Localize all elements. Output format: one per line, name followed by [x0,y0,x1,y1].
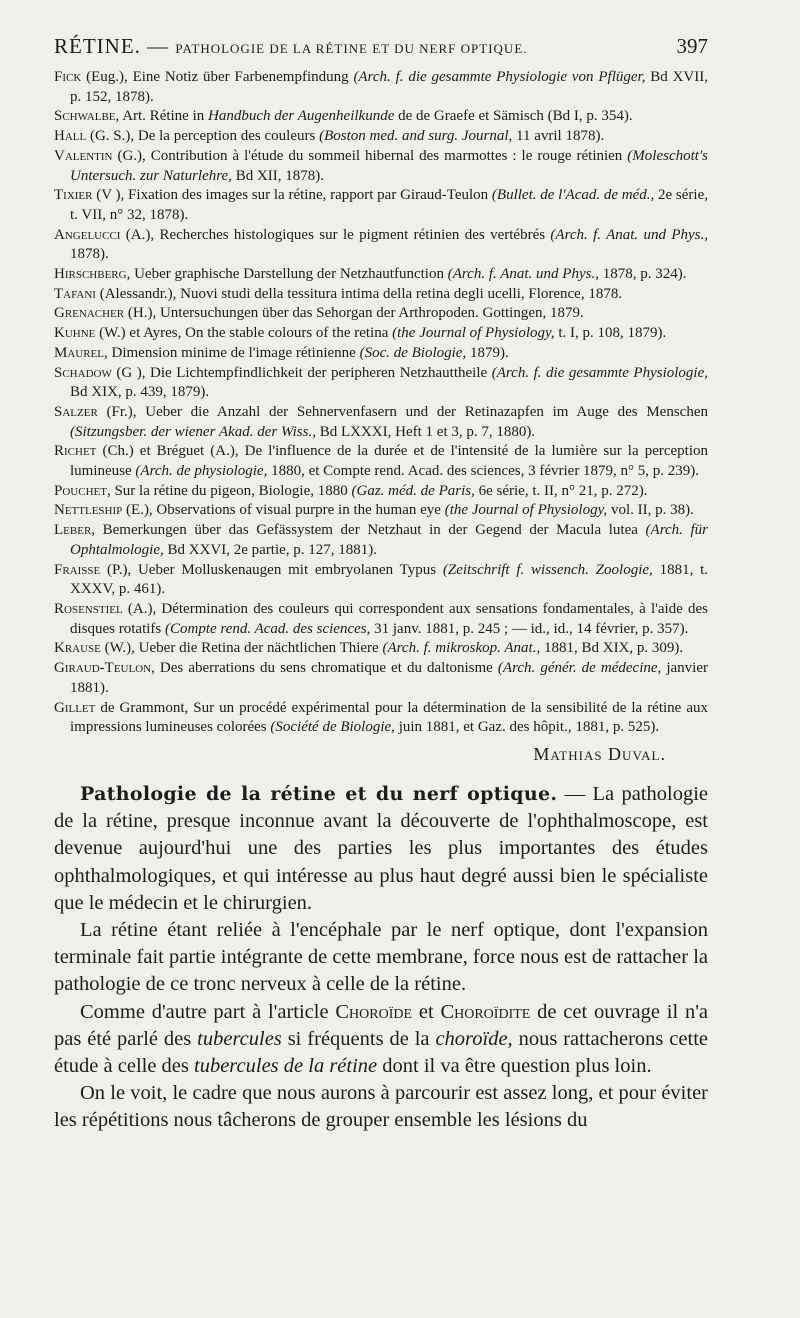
reference-text: (G.), Contribution à l'étude du sommeil hibernal des marmottes : le rouge rétinien [112,147,628,164]
reference-entry [54,639,708,659]
paragraph-1-text: — La pathologie de la rétine, presque inconnue avant la découverte de l'ophthalmoscope, est devenue aujourd'hui une des parties les plus importantes des études ophthalmologiques, et qui intéresse au plus haut degré aussi bien le spécialiste que le médecin et le chirurgien. [54,782,708,914]
reference-text: (V ), Fixation des images sur la rétine, rapport par Giraud-Teulon [92,187,492,204]
reference-author: Tixier [54,187,93,204]
reference-details: 1879). [466,344,509,361]
reference-entry [54,600,708,639]
reference-source: (Boston med. and surg. Journal, [319,128,513,145]
reference-text: (H.), Untersuchungen über das Sehorgan der Arthropoden. Gottingen, 1879. [124,305,584,322]
reference-author: Tafani [54,285,96,302]
reference-details: 1878, p. 324). [598,266,687,283]
reference-details: janvier 1881). [70,660,709,696]
reference-source: (Moleschott's Untersuch. zur Naturlehre, [70,147,708,184]
bibliography [54,68,708,738]
reference-source: (Gaz. méd. de Paris, [351,482,475,499]
reference-text: (Fr.), Ueber die Anzahl der Sehnervenfasern und der Retinazapfen im Auge des Menschen [97,403,708,420]
author-signature: Mathias Duval. [533,743,666,764]
reference-details: Bd XXVI, 2e partie, p. 127, 1881). [163,541,378,558]
p3-text-b: et [412,1000,441,1023]
term-tubercules: tubercules [197,1027,282,1050]
reference-source: (Arch. f. Anat. und Phys., [550,226,708,243]
reference-entry [54,324,708,344]
reference-details: 31 janv. 1881, p. 245 ; — id., id., 14 février, p. 357). [370,620,689,637]
reference-details: 1880, et Compte rend. Acad. des sciences, 3 février 1879, n° 5, p. 239). [267,463,700,480]
reference-source: (the Journal of Physiology, [444,502,608,519]
reference-source: (Arch. de physiologie, [135,463,268,480]
reference-source: (the Journal of Physiology, [392,325,555,342]
reference-entry [54,107,708,127]
reference-source: (Sitzungsber. der wiener Akad. der Wiss., [70,423,316,440]
reference-author: Krause [54,640,101,657]
reference-entry [54,344,708,364]
reference-source: (Arch. f. die gesammte Physiologie, [491,364,708,381]
reference-author: Giraud-Teulon, [54,660,155,677]
running-title [54,34,528,59]
reference-entry [54,403,708,442]
paragraph-4: On le voit, le cadre que nous aurons à parcourir est assez long, et pour éviter les répétitions nous tâcherons de grouper ensemble les lésions du [54,1082,708,1132]
reference-author: Schadow [54,364,112,381]
reference-text: Art. Rétine in [119,108,209,125]
header-subtitle: PATHOLOGIE DE LA RÉTINE ET DU NERF OPTIQUE. [175,41,528,56]
paragraph-2: La rétine étant reliée à l'encéphale par le nerf optique, dont l'expansion terminale fait partie intégrante de cette membrane, force nous est de rattacher la pathologie de ce tronc nerveux à celle de la rétine. [54,918,708,996]
reference-source: (Zeitschrift f. wissench. Zoologie, [442,561,653,578]
reference-entry [54,561,708,600]
reference-text: (W.), Ueber die Retina der nächtlichen Thiere [100,640,383,657]
reference-entry [54,482,708,502]
reference-author: Pouchet, [54,482,111,499]
reference-details: 1878). [70,246,109,263]
reference-entry [54,265,708,285]
reference-author: Grenacher [54,305,125,322]
reference-text: de Grammont, Sur un procédé expérimental pour la détermination de la sensibilité de la rétine aux impressions lumineuses colorées [70,699,708,736]
reference-text: (Eug.), Eine Notiz über Farbenempfindung [81,69,354,85]
reference-source: (Arch. f. die gesammte Physiologie von Pflüger, [353,69,646,85]
reference-source: (Bullet. de l'Acad. de méd., [491,187,655,204]
reference-author: Valentin [54,147,113,164]
reference-entry [54,364,708,403]
reference-details: 1881, t. XXXV, p. 461). [70,561,708,598]
reference-author: Fraisse [54,561,101,578]
reference-source: (Arch. génér. de médecine, [497,660,662,677]
reference-author: Salzer [54,403,98,420]
paragraph-3 [54,999,708,1081]
reference-details: t. I, p. 108, 1879). [554,325,667,342]
reference-text: Dimension minime de l'image rétinienne [107,344,360,361]
reference-source: (Arch. f. Anat. und Phys., [447,266,599,283]
reference-text: (Alessandr.), Nuovi studi della tessitura intima della retina degli ucelli, Florence, 1878. [95,285,623,302]
reference-details: Bd XII, 1878). [231,167,325,184]
reference-source: (Arch. f. mikroskop. Anat., [382,640,541,657]
reference-source: (Société de Biologie, [270,719,395,736]
reference-author: Leber, [54,522,96,539]
reference-author: Gillet [54,699,96,716]
reference-author: Nettleship [54,502,123,519]
reference-text: (G. S.), De la perception des couleurs [86,128,320,145]
reference-author: Angelucci [54,226,121,243]
term-tubercules-retine: tubercules de la rétine [194,1054,378,1077]
reference-author: Maurel, [54,344,108,361]
reference-entry [54,68,708,107]
reference-author: Hall [54,128,87,145]
reference-text: Ueber graphische Darstellung der Netzhautfunction [130,266,448,283]
reference-source: (Compte rend. Acad. des sciences, [165,620,371,637]
p3-text-a: Comme d'autre part à l'article [80,1000,336,1023]
paragraph-1 [54,781,708,917]
reference-details: de de Graefe et Sämisch (Bd I, p. 354). [394,108,633,125]
reference-text: (E.), Observations of visual purpre in the human eye [122,502,445,519]
reference-text: Bemerkungen über das Gefässystem der Netzhaut in der Gegend der Macula lutea [95,522,646,539]
reference-details: 6e série, t. II, n° 21, p. 272). [474,482,648,499]
p3-text-d: si fréquents de la [281,1027,436,1050]
reference-entry [54,699,708,738]
reference-text: Sur la rétine du pigeon, Biologie, 1880 [110,482,352,499]
ref-choroide: Choroïde [335,1000,413,1023]
reference-text: (Ch.) et Bréguet (A.), De l'influence de la durée et de l'intensité de la lumière sur la perception lumineuse [70,443,708,480]
reference-text: (P.), Ueber Molluskenaugen mit embryolanen Typus [100,561,443,578]
reference-entry [54,521,708,560]
article-body [54,781,708,1135]
page-number: 397 [676,34,708,58]
header-title: RÉTINE. [54,34,141,58]
reference-author: Kuhne [54,325,96,342]
p3-text-e: nous rattacherons cette étude à celle des [54,1027,708,1077]
reference-author: Hirschberg, [54,266,131,283]
reference-text: (A.), Détermination des couleurs qui correspondent aux sensations fondamentales, à l'aide des disques rotatifs [70,600,708,637]
reference-entry [54,285,708,305]
reference-text: Des aberrations du sens chromatique et du daltonisme [154,660,498,677]
term-choroide: choroïde, [435,1027,513,1050]
reference-entry [54,442,708,481]
running-head [54,34,708,64]
reference-source: (Arch. für Ophtalmologie, [70,522,708,558]
reference-details: 11 avril 1878). [512,128,605,145]
reference-details: Bd LXXXI, Heft 1 et 3, p. 7, 1880). [315,423,536,440]
header-dash: — [147,34,170,58]
section-heading: Pathologie de la rétine et du nerf optique. [80,782,558,805]
reference-source: Handbuch der Augenheilkunde [208,108,395,125]
reference-details: juin 1881, et Gaz. des hôpit., 1881, p. 525). [394,719,660,736]
p3-text-f: dont il va être question plus loin. [377,1054,652,1077]
reference-author: Schwalbe, [54,108,120,125]
reference-text: (W.) et Ayres, On the stable colours of the retina [95,325,393,342]
reference-text: (A.), Recherches histologiques sur le pigment rétinien des vertébrés [120,226,551,243]
reference-text: (G ), Die Lichtempfindlichkeit der peripheren Netzhauttheile [111,364,492,381]
reference-entry [54,659,708,698]
ref-choroidite: Choroïdite [440,1000,531,1023]
reference-details: 1881, Bd XIX, p. 309). [540,640,684,657]
reference-entry [54,501,708,521]
p3-text-c: de cet ouvrage il n'a pas été parlé des [54,1000,708,1050]
reference-details: Bd XIX, p. 439, 1879). [70,384,210,401]
reference-author: Rosenstiel [54,600,123,617]
reference-details: 2e série, t. VII, n° 32, 1878). [70,187,708,223]
reference-author: Richet [54,443,97,460]
reference-author: Fick [54,69,82,85]
reference-entry [54,186,708,225]
reference-source: (Soc. de Biologie, [359,344,467,361]
reference-entry [54,226,708,265]
reference-details: vol. II, p. 38). [607,502,694,519]
reference-details: Bd XVII, p. 152, 1878). [70,69,708,105]
reference-entry [54,304,708,324]
reference-entry [54,147,708,186]
reference-entry [54,127,708,147]
